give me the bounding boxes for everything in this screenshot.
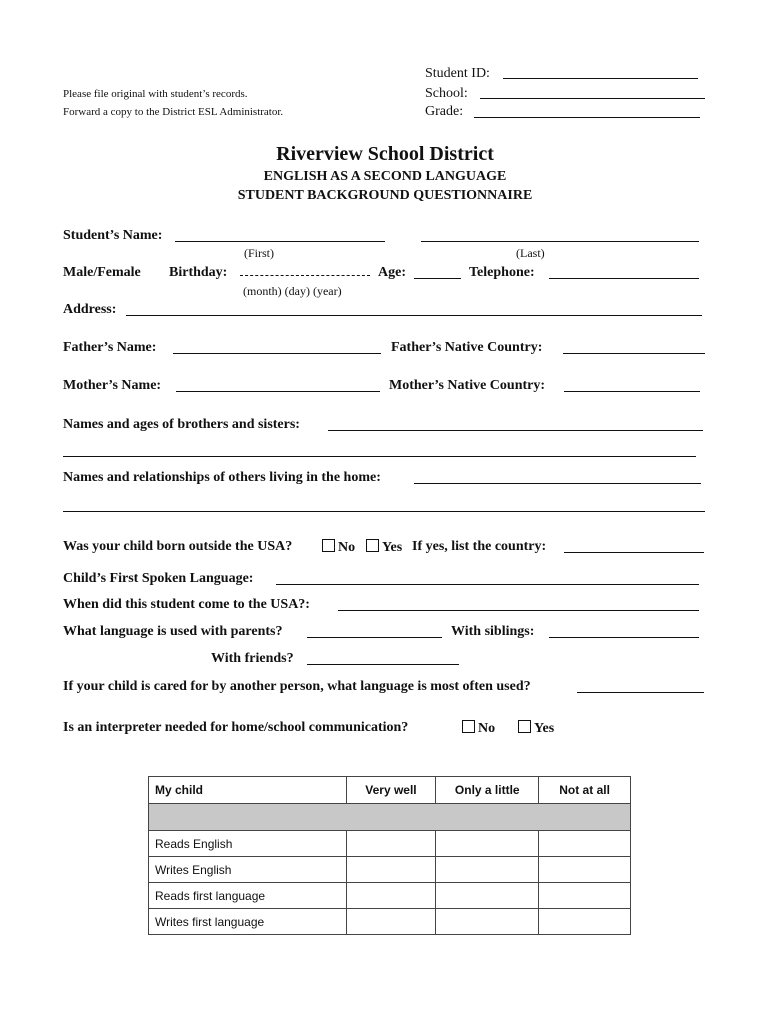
rating-cell[interactable] [539, 857, 631, 883]
shaded-row [149, 804, 631, 831]
first-language-field[interactable] [276, 584, 699, 585]
language-skills-table [148, 776, 631, 935]
birthday-field[interactable] [240, 275, 370, 276]
file-note: Please file original with student’s records. [63, 88, 248, 100]
last-hint: (Last) [516, 246, 545, 260]
mothers-name-label: Mother’s Name: [63, 378, 162, 393]
column-header: My child [149, 777, 347, 804]
others-home-label: Names and relationships of others living in the home: [63, 470, 381, 485]
age-field[interactable] [414, 278, 461, 279]
school-field[interactable] [480, 98, 705, 99]
male-female-label: Male/Female [63, 265, 141, 280]
born-outside-no[interactable] [322, 539, 355, 556]
form-subtitle-2: STUDENT BACKGROUND QUESTIONNAIRE [237, 188, 533, 203]
table-row [149, 883, 631, 909]
fathers-country-field[interactable] [563, 353, 705, 354]
yes-checkbox[interactable] [366, 539, 379, 552]
row-label: Reads English [149, 831, 347, 857]
student-id-label: Student ID: [425, 66, 490, 81]
forward-note: Forward a copy to the District ESL Administrator. [63, 106, 284, 118]
no-checkbox[interactable] [462, 720, 475, 733]
column-header: Very well [346, 777, 436, 804]
siblings-label: Names and ages of brothers and sisters: [63, 417, 300, 432]
table-row [149, 857, 631, 883]
students-name-label: Student’s Name: [63, 228, 163, 243]
with-friends-field[interactable] [307, 664, 459, 665]
siblings-field-2[interactable] [63, 456, 696, 457]
rating-cell[interactable] [539, 909, 631, 935]
rating-cell[interactable] [436, 909, 539, 935]
with-siblings-field[interactable] [549, 637, 699, 638]
list-country-label: If yes, list the country: [412, 539, 547, 554]
rating-cell[interactable] [346, 883, 436, 909]
telephone-label: Telephone: [469, 265, 535, 280]
no-label: No [478, 721, 496, 736]
mothers-name-field[interactable] [176, 391, 380, 392]
table-row [149, 831, 631, 857]
last-name-field[interactable] [421, 241, 699, 242]
column-header: Not at all [539, 777, 631, 804]
rating-cell[interactable] [436, 883, 539, 909]
address-label: Address: [63, 302, 117, 317]
table-header-row [149, 777, 631, 804]
siblings-field[interactable] [328, 430, 703, 431]
rating-cell[interactable] [436, 831, 539, 857]
interpreter-yes[interactable] [518, 720, 554, 737]
interpreter-label: Is an interpreter needed for home/school communication? [63, 720, 409, 735]
address-field[interactable] [126, 315, 702, 316]
born-outside-label: Was your child born outside the USA? [63, 539, 293, 554]
district-title: Riverview School District [276, 143, 494, 165]
grade-label: Grade: [425, 104, 464, 119]
first-name-field[interactable] [175, 241, 385, 242]
born-outside-yes[interactable] [366, 539, 402, 556]
fathers-country-label: Father’s Native Country: [391, 340, 543, 355]
table-row [149, 909, 631, 935]
column-header: Only a little [436, 777, 539, 804]
rating-cell[interactable] [346, 831, 436, 857]
lang-parents-field[interactable] [307, 637, 442, 638]
no-label: No [338, 540, 356, 555]
interpreter-no[interactable] [462, 720, 495, 737]
age-label: Age: [378, 265, 406, 280]
fathers-name-field[interactable] [173, 353, 381, 354]
row-label: Writes first language [149, 909, 347, 935]
birthday-label: Birthday: [169, 265, 228, 280]
others-home-field-2[interactable] [63, 511, 705, 512]
no-checkbox[interactable] [322, 539, 335, 552]
mothers-country-field[interactable] [564, 391, 700, 392]
mothers-country-label: Mother’s Native Country: [389, 378, 546, 393]
came-usa-field[interactable] [338, 610, 699, 611]
fathers-name-label: Father’s Name: [63, 340, 157, 355]
others-home-field[interactable] [414, 483, 701, 484]
rating-cell[interactable] [346, 857, 436, 883]
rating-cell[interactable] [436, 857, 539, 883]
rating-cell[interactable] [539, 883, 631, 909]
with-friends-label: With friends? [211, 651, 294, 666]
shaded-cell [149, 804, 631, 831]
yes-checkbox[interactable] [518, 720, 531, 733]
yes-label: Yes [534, 721, 555, 736]
lang-parents-label: What language is used with parents? [63, 624, 283, 639]
country-field[interactable] [564, 552, 704, 553]
row-label: Reads first language [149, 883, 347, 909]
rating-cell[interactable] [346, 909, 436, 935]
student-id-field[interactable] [503, 78, 698, 79]
first-hint: (First) [244, 246, 274, 260]
form-subtitle-1: ENGLISH AS A SECOND LANGUAGE [263, 169, 507, 184]
yes-label: Yes [382, 540, 403, 555]
row-label: Writes English [149, 857, 347, 883]
date-hint: (month) (day) (year) [243, 284, 342, 298]
first-language-label: Child’s First Spoken Language: [63, 571, 254, 586]
came-usa-label: When did this student come to the USA?: [63, 597, 310, 612]
grade-field[interactable] [474, 117, 700, 118]
with-siblings-label: With siblings: [451, 624, 535, 639]
school-label: School: [425, 86, 468, 101]
rating-cell[interactable] [539, 831, 631, 857]
telephone-field[interactable] [549, 278, 699, 279]
cared-for-field[interactable] [577, 692, 704, 693]
cared-for-label: If your child is cared for by another person, what language is most often used? [63, 679, 531, 694]
